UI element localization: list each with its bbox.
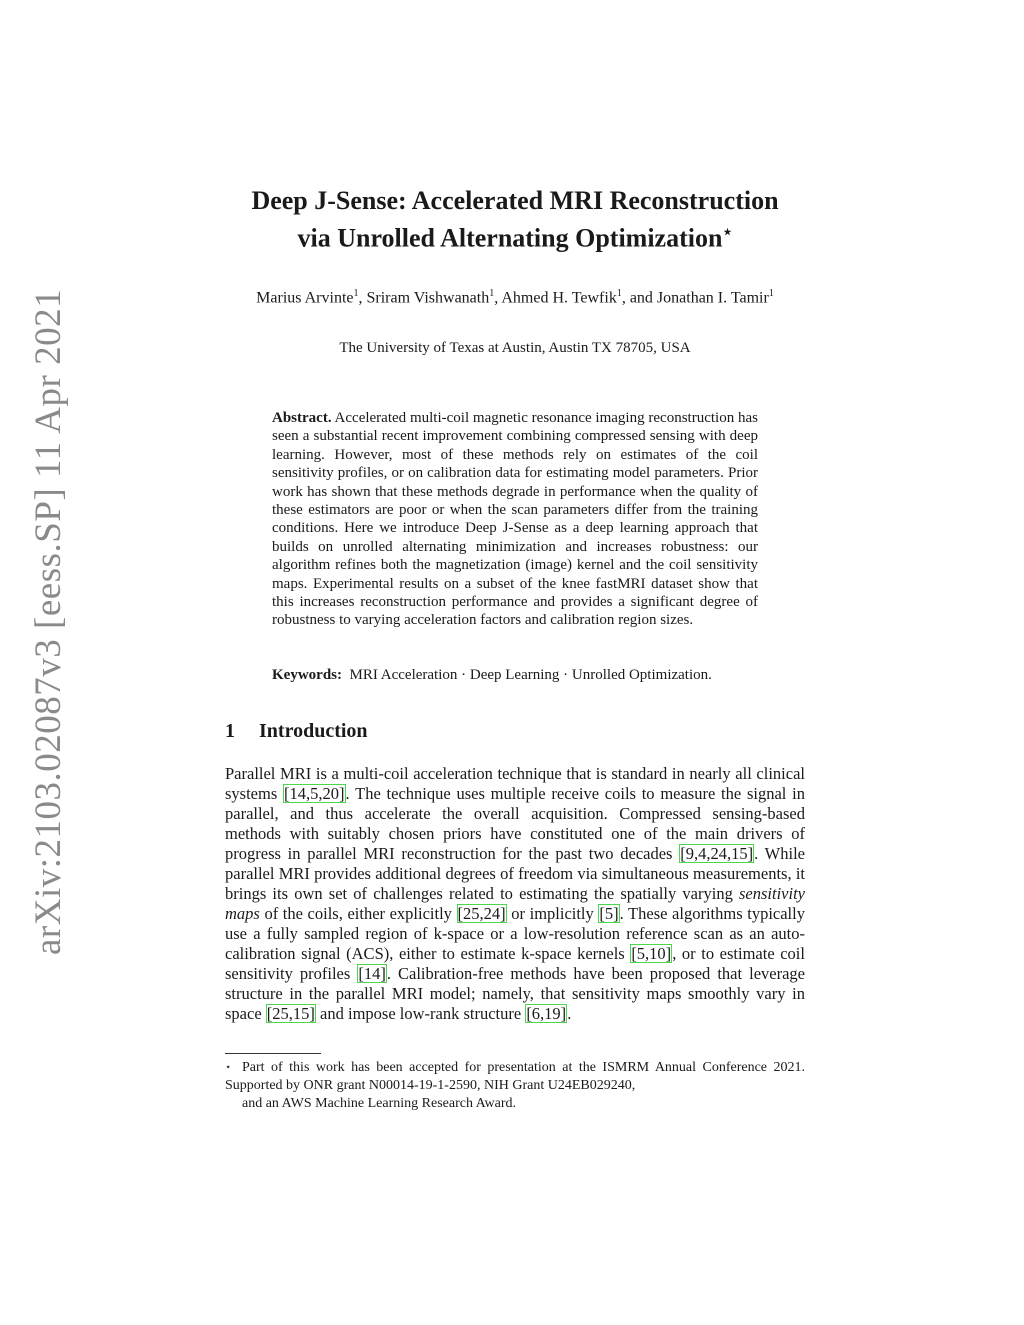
- author-name: Sriram Vishwanath: [366, 289, 490, 307]
- introduction-paragraph: [225, 764, 805, 1024]
- title-footnote-mark: ⋆: [722, 224, 733, 241]
- author-list: [225, 284, 805, 307]
- affiliation: The University of Texas at Austin, Austin TX 78705, USA: [339, 340, 691, 356]
- footnote-divider: [225, 1053, 321, 1054]
- intro-text: . These algorithms typically use a fully sampled region of k-space or a low-resolution reference scan as an auto-calibration signal (ACS), either to estimate k-space kernels: [225, 904, 805, 963]
- author-affiliation-mark: 1: [489, 288, 495, 299]
- intro-text: . Calibration-free methods have been proposed that leverage structure in the parallel MRI model; namely, that sensitivity maps smoothly vary in space: [225, 964, 805, 1023]
- arxiv-identifier-stamp: arXiv:2103.02087v3 [eess.SP] 11 Apr 2021: [28, 288, 69, 955]
- author-separator: ,: [494, 289, 502, 307]
- author-affiliation-mark: 1: [768, 288, 774, 299]
- footnote-text: and an AWS Machine Learning Research Award.: [242, 1096, 516, 1111]
- title-line-1: Deep J-Sense: Accelerated MRI Reconstruction: [251, 186, 779, 215]
- intro-text: . While parallel MRI provides additional degrees of freedom via simultaneous measurements, it brings its own set of challenges related to estimating the spatially varying: [225, 844, 805, 903]
- title-line-2: via Unrolled Alternating Optimization: [297, 223, 723, 253]
- keywords: [272, 667, 772, 684]
- section-heading: [225, 720, 368, 743]
- footnote: [225, 1059, 805, 1113]
- abstract: [272, 409, 758, 630]
- author-name: Marius Arvinte: [256, 289, 354, 307]
- author-separator: ,: [358, 289, 367, 307]
- abstract-label: Abstract.: [272, 410, 332, 426]
- section-number: 1: [225, 720, 235, 742]
- author-separator: , and: [621, 289, 657, 307]
- paper-title: [200, 185, 830, 255]
- citation-link[interactable]: [9,4,24,15]: [680, 844, 754, 863]
- author-affiliation-mark: 1: [353, 288, 359, 299]
- intro-emphasis: sensitivity maps: [225, 884, 805, 923]
- intro-text: .: [567, 1004, 572, 1023]
- keywords-label: Keywords:: [272, 667, 342, 683]
- intro-text: of the coils, either explicitly: [259, 904, 457, 923]
- footnote-text: Part of this work has been accepted for presentation at the ISMRM Annual Conference 2021. Supported by ONR grant N00014-19-1-2590, NIH Grant U24EB029240,: [225, 1060, 805, 1093]
- citation-link[interactable]: [5,10]: [631, 944, 672, 963]
- abstract-text: Accelerated multi-coil magnetic resonance imaging reconstruction has seen a substantial recent improvement combining compressed sensing with deep learning. However, most of these methods rely on estimates of the coil sensitivity profiles, or on calibration data for estimating model parameters. Prior work has shown that these methods degrade in performance when the quality of these estimators are poor or when the scan parameters differ from the training conditions. Here we introduce Deep J-Sense as a deep learning approach that builds on unrolled alternating minimization and increases robustness: our algorithm refines both the magnetization (image) kernel and the coil sensitivity maps. Experimental results on a subset of the knee fastMRI dataset show that this increases reconstruction performance and provides a significant degree of robustness to varying acceleration factors and calibration region sizes.: [272, 410, 758, 629]
- citation-link[interactable]: [5]: [599, 904, 619, 923]
- intro-text: or implicitly: [506, 904, 599, 923]
- section-title: Introduction: [259, 720, 368, 742]
- citation-link[interactable]: [14,5,20]: [284, 784, 345, 803]
- intro-text: Parallel MRI is a multi-coil acceleration technique that is standard in nearly all clinical systems: [225, 764, 805, 803]
- citation-link[interactable]: [25,15]: [266, 1004, 315, 1023]
- intro-text: . The technique uses multiple receive coils to measure the signal in parallel, and thus accelerate the overall acquisition. Compressed sensing-based methods with suitably chosen priors have constituted one of the main drivers of progress in parallel MRI reconstruction for the past two decades: [225, 784, 805, 863]
- citation-link[interactable]: [14]: [358, 964, 386, 983]
- intro-text: , or to estimate coil sensitivity profiles: [225, 944, 805, 983]
- author-name: Ahmed H. Tewfik: [501, 289, 617, 307]
- author-affiliation-mark: 1: [616, 288, 622, 299]
- author-name: Jonathan I. Tamir: [656, 289, 769, 307]
- citation-link[interactable]: [6,19]: [526, 1004, 567, 1023]
- intro-text: and impose low-rank structure: [315, 1004, 526, 1023]
- citation-link[interactable]: [25,24]: [457, 904, 506, 923]
- keywords-text: MRI Acceleration · Deep Learning · Unrolled Optimization.: [349, 667, 712, 683]
- footnote-mark: ⋆: [225, 1062, 232, 1073]
